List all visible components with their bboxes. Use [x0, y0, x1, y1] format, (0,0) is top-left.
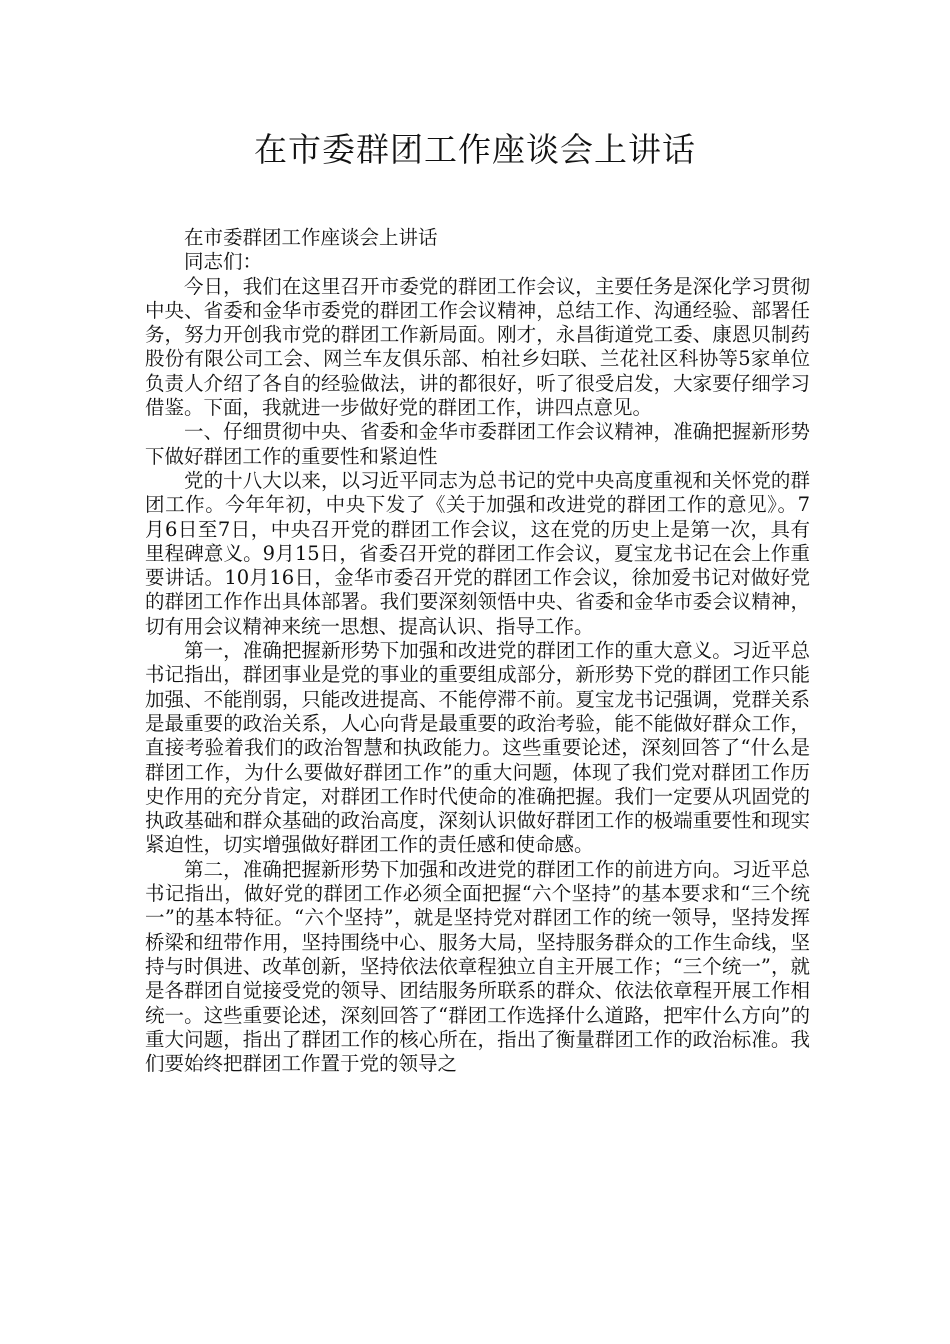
section-heading: 一、仔细贯彻中央、省委和金华市委群团工作会议精神，准确把握新形势下做好群团工作的重要性和紧迫性 — [145, 420, 810, 468]
body-paragraph: 党的十八大以来，以习近平同志为总书记的党中央高度重视和关怀党的群团工作。今年年初，中央下发了《关于加强和改进党的群团工作的意见》。7月6日至7日，中央召开党的群团工作会议，这在党的历史上是第一次，具有里程碑意义。9月15日，省委召开党的群团工作会议，夏宝龙书记在会上作重要讲话。10月16日，金华市委召开党的群团工作会议，徐加爱书记对做好党的群团工作作出具体部署。我们要深刻领悟中央、省委和金华市委会议精神，切有用会议精神来统一思想、提高认识、指导工作。 — [145, 468, 810, 638]
body-paragraph: 今日，我们在这里召开市委党的群团工作会议，主要任务是深化学习贯彻中央、省委和金华市委党的群团工作会议精神，总结工作、沟通经验、部署任务，努力开创我市党的群团工作新局面。刚才，永昌街道党工委、康恩贝制药股份有限公司工会、网兰车友俱乐部、柏社乡妇联、兰花社区科协等5家单位负责人介绍了各自的经验做法，讲的都很好，听了很受启发，大家要仔细学习借鉴。下面，我就进一步做好党的群团工作，讲四点意见。 — [145, 274, 810, 420]
subtitle-paragraph: 在市委群团工作座谈会上讲话 — [184, 226, 438, 249]
salutation-paragraph: 同志们： — [184, 250, 263, 274]
document-title: 在市委群团工作座谈会上讲话 — [254, 130, 696, 169]
body-paragraph: 第一，准确把握新形势下加强和改进党的群团工作的重大意义。习近平总书记指出，群团事业是党的事业的重要组成部分，新形势下党的群团工作只能加强、不能削弱，只能改进提高、不能停滞不前。夏宝龙书记强调，党群关系是最重要的政治关系，人心向背是最重要的政治考验，能不能做好群众工作，直接考验着我们的政治智慧和执政能力。这些重要论述，深刻回答了“什么是群团工作，为什么要做好群团工作”的重大问题，体现了我们党对群团工作历史作用的充分肯定，对群团工作时代使命的准确把握。我们一定要从巩固党的执政基础和群众基础的政治高度，深刻认识做好群团工作的极端重要性和现实紧迫性，切实增强做好群团工作的责任感和使命感。 — [145, 639, 810, 857]
body-paragraph: 第二，准确把握新形势下加强和改进党的群团工作的前进方向。习近平总书记指出，做好党的群团工作必须全面把握“六个坚持”的基本要求和“三个统一”的基本特征。“六个坚持”，就是坚持党对群团工作的统一领导，坚持发挥桥梁和纽带作用，坚持围绕中心、服务大局，坚持服务群众的工作生命线，坚持与时俱进、改革创新，坚持依法依章程独立自主开展工作；“三个统一”，就是各群团自觉接受党的领导、团结服务所联系的群众、依法依章程开展工作相统一。这些重要论述，深刻回答了“群团工作选择什么道路，把牢什么方向”的重大问题，指出了群团工作的核心所在，指出了衡量群团工作的政治标准。我们要始终把群团工作置于党的领导之 — [145, 857, 810, 1076]
document-body — [145, 226, 810, 1076]
